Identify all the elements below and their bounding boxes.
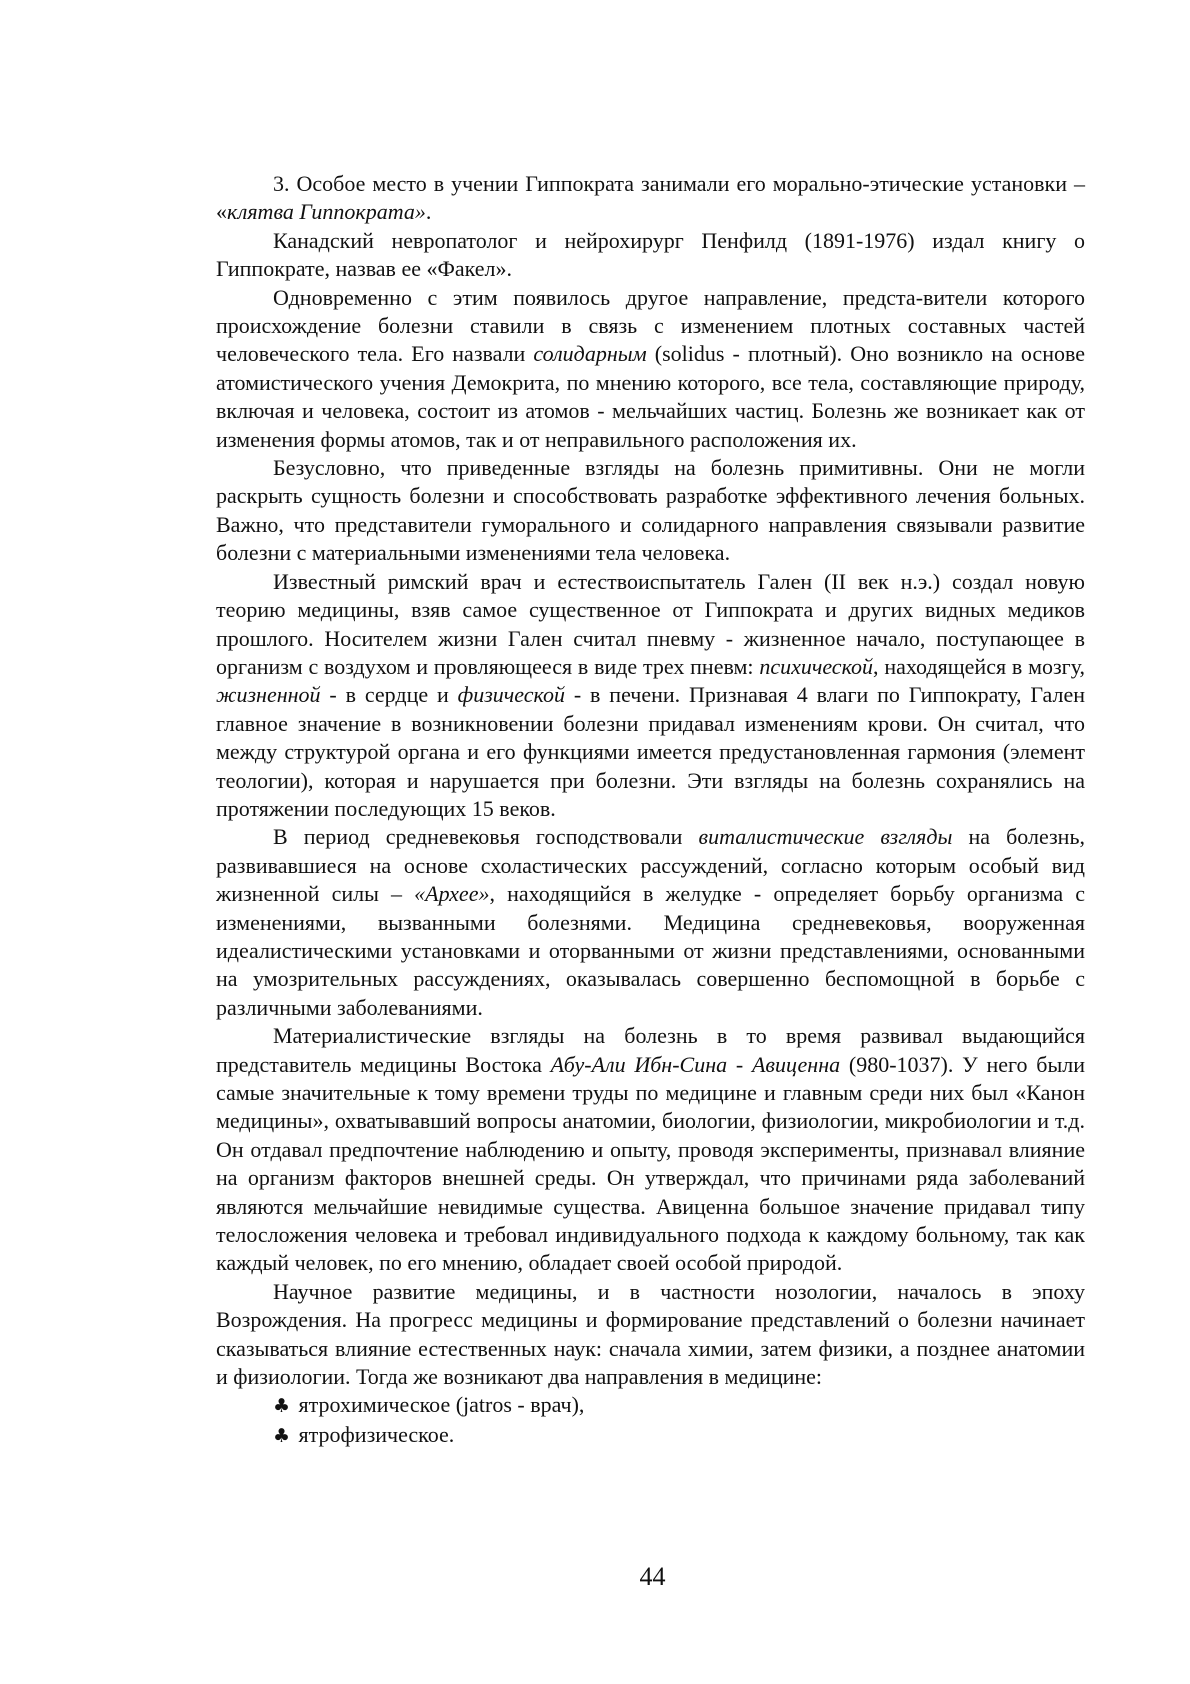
paragraph-text: Известный римский врач и естествоиспытатель Гален (II век н.э.) создал новую теорию медицины, взяв самое существенное от Гиппократа и других видных медиков прошлого. Носителем жизни Гален считал пневму - жизненное начало, поступающее в организм с воздухом и провляющееся в виде трех пневм: [216, 568, 1085, 679]
paragraph [216, 1278, 1085, 1392]
paragraph-text: (solidus - плотный). Оно возникло на основе атомистического учения Демокрита, по мнению которого, все тела, составляющие природу, включая и человека, состоит из атомов - мельчайших частиц. Болезнь же возникает как от изменения формы атомов, так и от неправильного расположения их. [216, 341, 1085, 452]
paragraph-text: - в сердце и [320, 682, 458, 708]
club-bullet-icon: ♣ [273, 1424, 291, 1447]
italic-text: жизненной [216, 682, 321, 708]
paragraph [216, 284, 1085, 454]
bullet-text: ятрохимическое (jatros - врач), [298, 1392, 585, 1418]
paragraph-text: , находящейся в мозгу, [873, 653, 1086, 679]
bullet-list [216, 1391, 1085, 1450]
paragraph-text: на болезнь, развивавшиеся на основе схоластических рассуждений, согласно которым особый вид жизненной силы – [216, 824, 1085, 907]
bullet-text: ятрофизическое. [298, 1421, 455, 1447]
paragraph-text: В период средневековья господствовали [273, 824, 699, 850]
paragraph-text: . [425, 199, 432, 225]
page-body [216, 170, 1085, 1450]
paragraph-text: Материалистические взгляды на болезнь в то время развивал выдающийся представитель медицины Востока [216, 1023, 1085, 1077]
paragraph-text: Безусловно, что приведенные взгляды на болезнь примитивны. Они не могли раскрыть сущность болезни и способствовать разработке эффективного лечения больных. Важно, что представители гуморального и солидарного направления связывали развитие болезни с материальными изменениями тела человека. [216, 455, 1085, 566]
italic-text: «Архее» [414, 881, 490, 907]
paragraph [216, 454, 1085, 568]
text-body [216, 170, 1085, 1391]
italic-text: солидарным [533, 341, 647, 367]
paragraph [216, 823, 1085, 1022]
paragraph-text: , находящийся в желудке - определяет борьбу организма с изменениями, вызванными болезнями. Медицина средневековья, вооруженная идеалистическими установками и оторванными от жизни представлениями, основанными на умозрительных рассуждениях, оказывалась совершенно беспомощной в борьбе с различными заболеваниями. [216, 881, 1085, 1020]
paragraph [216, 1022, 1085, 1278]
paragraph-text: Одновременно с этим появилось другое направление, предста-вители которого происхождение болезни ставили в связь с изменением плотных составных частей человеческого тела. Его назвали [216, 284, 1085, 367]
paragraph-text: - в печени. Признавая 4 влаги по Гиппократу, Гален главное значение в возникновении болезни придавал изменениям крови. Он считал, что между структурой органа и его функциями имеется предустановленная гармония (элемент теологии), которая и нарушается при болезни. Эти взгляды на болезнь сохранялись на протяжении последующих 15 веков. [216, 682, 1085, 821]
paragraph [216, 170, 1085, 227]
paragraph [216, 227, 1085, 284]
page-number: 44 [639, 1562, 666, 1591]
paragraph-text: 3. Особое место в учении Гиппократа занимали его морально-этические установки – « [216, 171, 1085, 225]
italic-text: клятва Гиппократа» [227, 199, 426, 225]
italic-text: физической [457, 682, 565, 708]
italic-text: Абу-Али Ибн-Сина - Авиценна [550, 1051, 841, 1077]
paragraph-text: Канадский невропатолог и нейрохирург Пенфилд (1891-1976) издал книгу о Гиппократе, назвав ее «Факел». [216, 227, 1085, 282]
paragraph [216, 568, 1085, 824]
club-bullet-icon: ♣ [273, 1395, 291, 1418]
bullet-item [216, 1421, 1085, 1450]
paragraph-text: Научное развитие медицины, и в частности нозологии, началось в эпоху Возрождения. На прогресс медицины и формирование представлений о болезни начинает сказываться влияние естественных наук: сначала химии, затем физики, а позднее анатомии и физиологии. Тогда же возникают два направления в медицине: [216, 1278, 1085, 1390]
italic-text: психической [759, 653, 874, 679]
italic-text: виталистические взгляды [698, 824, 953, 850]
paragraph-text: (980-1037). У него были самые значительные к тому времени труды по медицине и главным среди них был «Канон медицины», охватывавший вопросы анатомии, биологии, физиологии, микробиологии и т.д. Он отдавал предпочтение наблюдению и опыту, проводя эксперименты, признавал влияние на организм факторов внешней среды. Он утверждал, что причинами ряда заболеваний являются мельчайшие невидимые существа. Авиценна большое значение придавал типу телосложения человека и требовал индивидуального подхода к каждому больному, так как каждый человек, по его мнению, обладает своей особой природой. [216, 1051, 1085, 1276]
bullet-item [216, 1391, 1085, 1420]
